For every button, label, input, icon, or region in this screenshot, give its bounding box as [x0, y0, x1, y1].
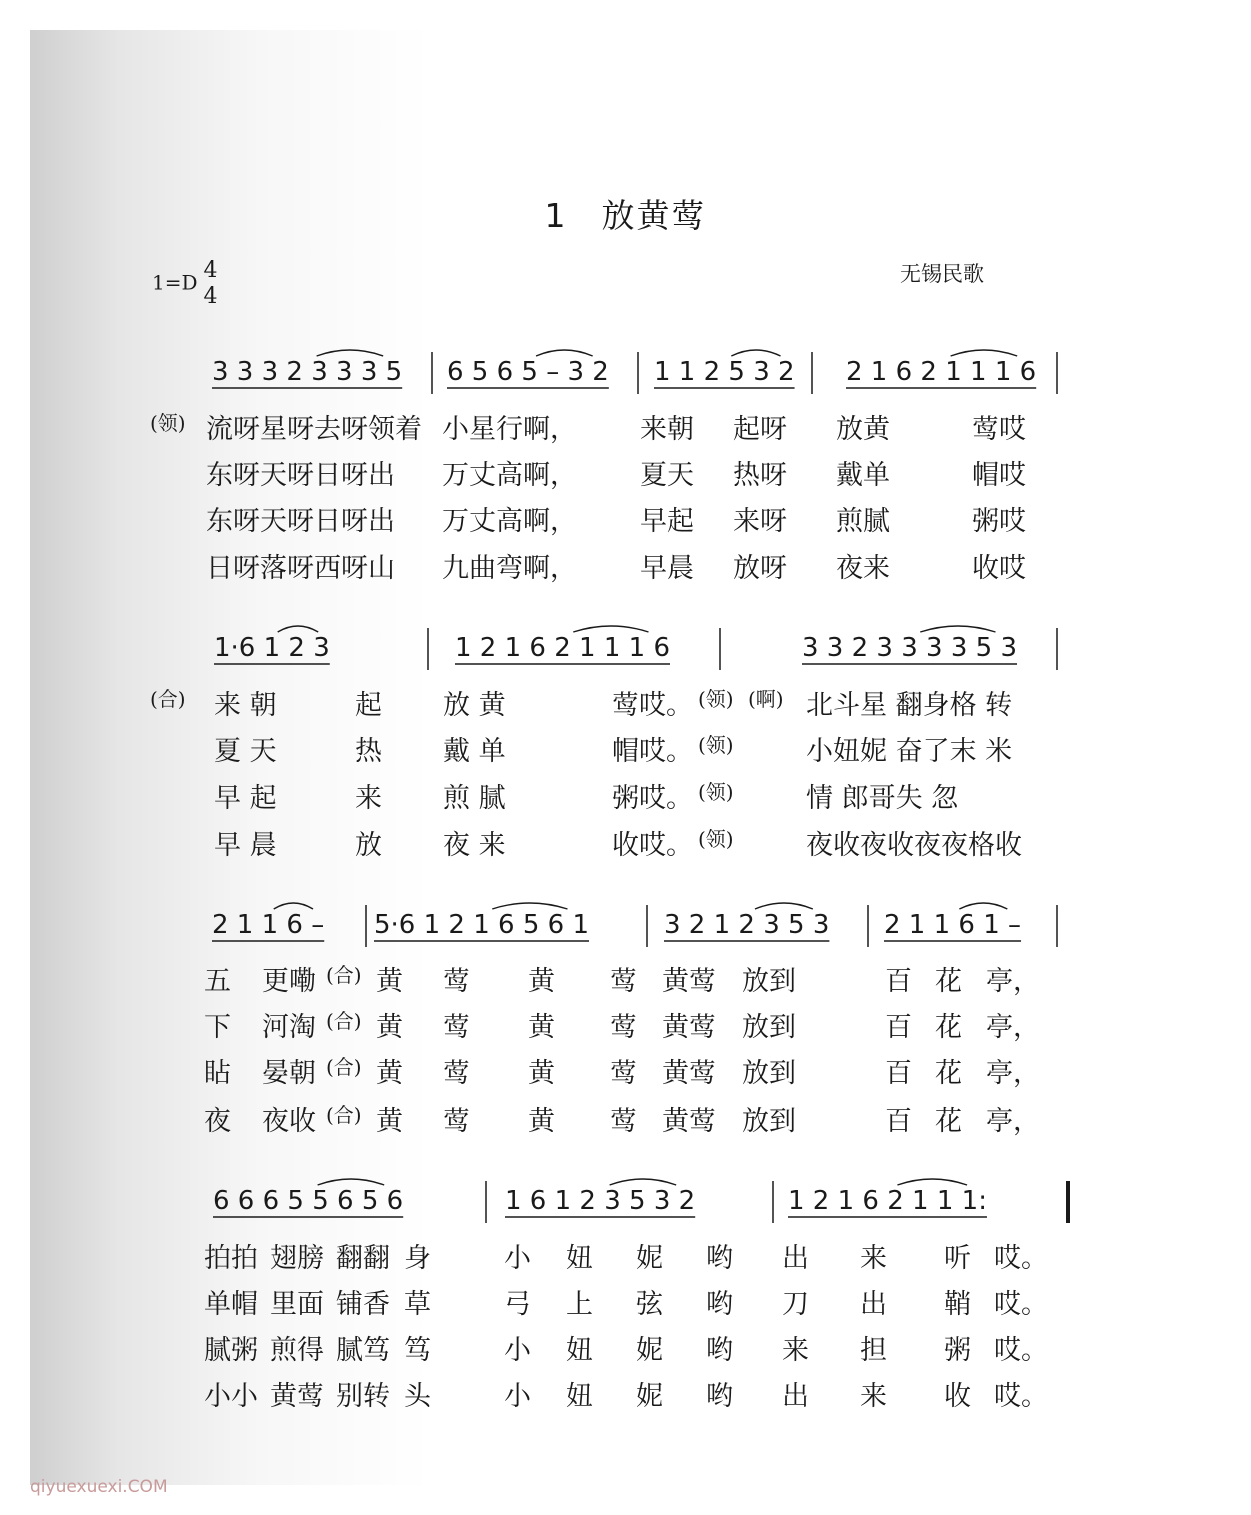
tie-arc: [755, 903, 813, 909]
lyric-text: 五: [204, 966, 231, 997]
lyric-text: 下: [204, 1012, 231, 1043]
measure-notes: 1 2 1 6 2 1 1 1 6: [455, 633, 670, 663]
lyric-text: (领): [150, 411, 186, 435]
lyric-text: 放到: [742, 1058, 796, 1089]
lyric-text: 东呀天呀日呀出: [206, 460, 395, 491]
tie-arc: [317, 350, 384, 356]
lyric-text: 百: [885, 1106, 912, 1137]
lyric-text: 弓: [504, 1289, 531, 1320]
measure-notes: 1 1 2 5 3 2: [654, 357, 795, 387]
composer-label: 无锡民歌: [900, 262, 984, 286]
lyric-text: 小妞妮 奋了末 米: [806, 736, 1013, 767]
lyric-text: 莺哎。: [612, 690, 693, 721]
lyric-text: 花: [935, 1106, 962, 1137]
lyric-text: 头: [404, 1381, 431, 1412]
lyric-text: 腻粥: [204, 1335, 258, 1366]
lyric-text: 煎得: [270, 1335, 324, 1366]
lyric-text: 起: [355, 690, 382, 721]
time-sig-top: 4: [203, 258, 218, 283]
lyric-text: 鞘: [944, 1289, 971, 1320]
lyric-text: 里面: [270, 1289, 324, 1320]
lyric-text: 粥哎。: [612, 783, 693, 814]
lyric-text: 莺: [610, 1106, 637, 1137]
lyric-text: 小: [504, 1335, 531, 1366]
lyric-text: 煎腻: [836, 506, 890, 537]
lyric-text: 亭，: [986, 1012, 1040, 1043]
lyric-text: 担: [860, 1335, 887, 1366]
lyric-text: 放: [355, 830, 382, 861]
lyric-text: 亭，: [986, 1058, 1040, 1089]
lyric-text: 帽哎: [972, 460, 1026, 491]
measure-notes: 3 2 1 2 3 5 3: [664, 910, 830, 940]
tie-arc: [536, 350, 593, 356]
lyric-text: 黄: [376, 966, 403, 997]
lyric-text: 莺哎: [972, 414, 1026, 445]
lyric-text: 亭，: [986, 1106, 1040, 1137]
lyric-text: 翅膀: [270, 1243, 324, 1274]
lyric-text: 早起: [640, 506, 694, 537]
lyric-text: 笃: [404, 1335, 431, 1366]
lyric-text: (合): [326, 1009, 362, 1033]
lyric-text: 哎。: [994, 1289, 1048, 1320]
lyric-text: 帽哎。: [612, 736, 693, 767]
measure-notes: 6 5 6 5 – 3 2: [447, 357, 609, 387]
lyric-text: 热呀: [733, 460, 787, 491]
lyric-text: 放呀: [733, 553, 787, 584]
measure-notes: 5·6 1 2 1 6 5 6 1: [374, 910, 589, 940]
lyric-text: 黄莺: [662, 966, 716, 997]
tie-arc: [920, 626, 995, 632]
lyric-text: 百: [885, 1058, 912, 1089]
lyric-text: 百: [885, 1012, 912, 1043]
lyric-text: 哟: [706, 1243, 733, 1274]
lyric-text: 收: [944, 1381, 971, 1412]
key-text: 1=D: [152, 270, 198, 295]
lyric-text: 哎。: [994, 1335, 1048, 1366]
lyric-text: 戴单: [836, 460, 890, 491]
tie-arc: [274, 903, 313, 909]
lyric-text: 黄: [528, 1058, 555, 1089]
tie-arc: [573, 626, 648, 632]
lyric-text: 热: [355, 736, 382, 767]
lyric-text: 更嘞: [262, 966, 316, 997]
lyric-text: 黄: [376, 1106, 403, 1137]
lyric-text: 夜收: [262, 1106, 316, 1137]
lyric-text: 粥: [944, 1335, 971, 1366]
watermark: qiyuexuexi.COM: [30, 1477, 168, 1497]
lyric-text: 夏 天: [214, 736, 277, 767]
measure-notes: 1 6 1 2 3 5 3 2: [505, 1186, 696, 1216]
lyric-text: 哟: [706, 1289, 733, 1320]
measure-notes: 2 1 1 6 1 –: [884, 910, 1022, 940]
lyric-text: 来朝: [640, 414, 694, 445]
lyric-text: 刀: [782, 1289, 809, 1320]
lyric-text: 妮: [636, 1381, 663, 1412]
lyric-text: 莺: [610, 1012, 637, 1043]
lyric-text: 九曲弯啊，: [442, 553, 577, 584]
lyric-text: 来呀: [733, 506, 787, 537]
lyric-text: 日呀落呀西呀山: [206, 553, 395, 584]
lyric-text: 腻笃: [336, 1335, 390, 1366]
lyric-text: 万丈高啊，: [442, 506, 577, 537]
lyric-text: 早晨: [640, 553, 694, 584]
lyric-text: 花: [935, 1058, 962, 1089]
lyric-text: 莺: [443, 1058, 470, 1089]
lyric-text: 莺: [610, 966, 637, 997]
tie-arc: [278, 626, 319, 632]
lyric-text: (领): [698, 733, 734, 757]
lyric-text: 晏朝: [262, 1058, 316, 1089]
lyric-text: 䀡: [204, 1058, 231, 1089]
lyric-text: 花: [935, 1012, 962, 1043]
lyric-text: 妮: [636, 1335, 663, 1366]
lyric-text: 早 晨: [214, 830, 277, 861]
lyric-text: 莺: [443, 966, 470, 997]
lyric-text: 哎。: [994, 1381, 1048, 1412]
lyric-text: 黄: [528, 1012, 555, 1043]
lyric-text: 小小: [204, 1381, 258, 1412]
lyric-text: 起呀: [733, 414, 787, 445]
measure-notes: 1 2 1 6 2 1 1 1:: [788, 1186, 987, 1216]
lyric-text: 黄: [376, 1012, 403, 1043]
lyric-text: (合): [326, 1103, 362, 1127]
lyric-text: 来: [860, 1381, 887, 1412]
lyric-text: 夜 来: [443, 830, 506, 861]
lyric-text: 煎 腻: [443, 783, 506, 814]
lyric-text: 哟: [706, 1381, 733, 1412]
lyric-text: 放到: [742, 966, 796, 997]
tie-arc: [951, 350, 1018, 356]
lyric-text: 出: [860, 1289, 887, 1320]
lyric-text: 黄莺: [270, 1381, 324, 1412]
tie-arc: [959, 903, 1007, 909]
lyric-text: 夜来: [836, 553, 890, 584]
lyric-text: 黄: [528, 1106, 555, 1137]
lyric-text: 莺: [443, 1106, 470, 1137]
measure-notes: 2 1 6 2 1 1 1 6: [846, 357, 1037, 387]
lyric-text: 拍拍: [204, 1243, 258, 1274]
measure-notes: 1·6 1 2 3: [214, 633, 330, 663]
lyric-text: 铺香: [336, 1289, 390, 1320]
lyric-text: 放 黄: [443, 690, 506, 721]
lyric-text: 情 郎哥失 忽: [806, 783, 959, 814]
lyric-text: (领): [698, 687, 734, 711]
measure-notes: 3 3 2 3 3 3 3 5 3: [802, 633, 1017, 663]
lyric-text: 哟: [706, 1335, 733, 1366]
lyric-text: 收哎。: [612, 830, 693, 861]
lyric-text: 百: [885, 966, 912, 997]
measure-notes: 2 1 1 6 –: [212, 910, 325, 940]
lyric-text: 黄: [376, 1058, 403, 1089]
lyric-text: 北斗星 翻身格 转: [806, 690, 1013, 721]
lyric-text: 戴 单: [443, 736, 506, 767]
lyric-text: 黄: [528, 966, 555, 997]
lyric-text: 翻翻: [336, 1243, 390, 1274]
lyric-text: 花: [935, 966, 962, 997]
tie-arc: [731, 350, 780, 356]
lyric-text: 听: [944, 1243, 971, 1274]
measure-notes: 6 6 6 5 5 6 5 6: [213, 1186, 404, 1216]
lyric-text: 弦: [636, 1289, 663, 1320]
lyric-text: (领): [698, 780, 734, 804]
tie-arc: [318, 1179, 385, 1185]
lyric-text: 收哎: [972, 553, 1026, 584]
lyric-text: 夜: [204, 1106, 231, 1137]
lyric-text: 黄莺: [662, 1012, 716, 1043]
lyric-text: 来: [860, 1243, 887, 1274]
lyric-text: 单帽: [204, 1289, 258, 1320]
lyric-text: (啊): [748, 687, 784, 711]
lyric-text: 黄莺: [662, 1058, 716, 1089]
time-sig-bottom: 4: [203, 284, 218, 309]
lyric-text: 莺: [610, 1058, 637, 1089]
lyric-text: 早 起: [214, 783, 277, 814]
lyric-text: 夏天: [640, 460, 694, 491]
tie-arc: [492, 903, 567, 909]
lyric-text: 黄莺: [662, 1106, 716, 1137]
lyric-text: 出: [782, 1381, 809, 1412]
lyric-text: 哎。: [994, 1243, 1048, 1274]
lyric-text: (合): [326, 963, 362, 987]
lyric-text: 莺: [443, 1012, 470, 1043]
lyric-text: 出: [782, 1243, 809, 1274]
lyric-text: 上: [566, 1289, 593, 1320]
lyric-text: 河淘: [262, 1012, 316, 1043]
lyric-text: 来: [355, 783, 382, 814]
song-number: 1: [544, 196, 568, 235]
lyric-text: 小: [504, 1243, 531, 1274]
tie-arc: [897, 1179, 967, 1185]
lyric-text: (领): [698, 827, 734, 851]
lyric-text: 小: [504, 1381, 531, 1412]
lyric-text: 小星行啊，: [442, 414, 577, 445]
lyric-text: (合): [150, 687, 186, 711]
lyric-text: 放到: [742, 1106, 796, 1137]
lyric-text: 草: [404, 1289, 431, 1320]
lyric-text: 夜收夜收夜夜格收: [806, 830, 1022, 861]
lyric-text: 身: [404, 1243, 431, 1274]
lyric-text: 妞: [566, 1243, 593, 1274]
lyric-text: 流呀星呀去呀领着: [206, 414, 422, 445]
lyric-text: 妞: [566, 1335, 593, 1366]
lyric-text: 妞: [566, 1381, 593, 1412]
lyric-text: 来 朝: [214, 690, 277, 721]
tie-arc: [610, 1179, 677, 1185]
lyric-text: 妮: [636, 1243, 663, 1274]
lyric-text: 东呀天呀日呀出: [206, 506, 395, 537]
lyric-text: 来: [782, 1335, 809, 1366]
lyric-text: 放黄: [836, 414, 890, 445]
lyric-text: 亭，: [986, 966, 1040, 997]
lyric-text: (合): [326, 1055, 362, 1079]
lyric-text: 粥哎: [972, 506, 1026, 537]
lyric-text: 放到: [742, 1012, 796, 1043]
final-repeat-bar: [1066, 1181, 1070, 1223]
lyric-text: 万丈高啊，: [442, 460, 577, 491]
measure-notes: 3 3 3 2 3 3 3 5: [212, 357, 403, 387]
lyric-text: 别转: [336, 1381, 390, 1412]
song-title-text: 放黄莺: [601, 196, 707, 235]
